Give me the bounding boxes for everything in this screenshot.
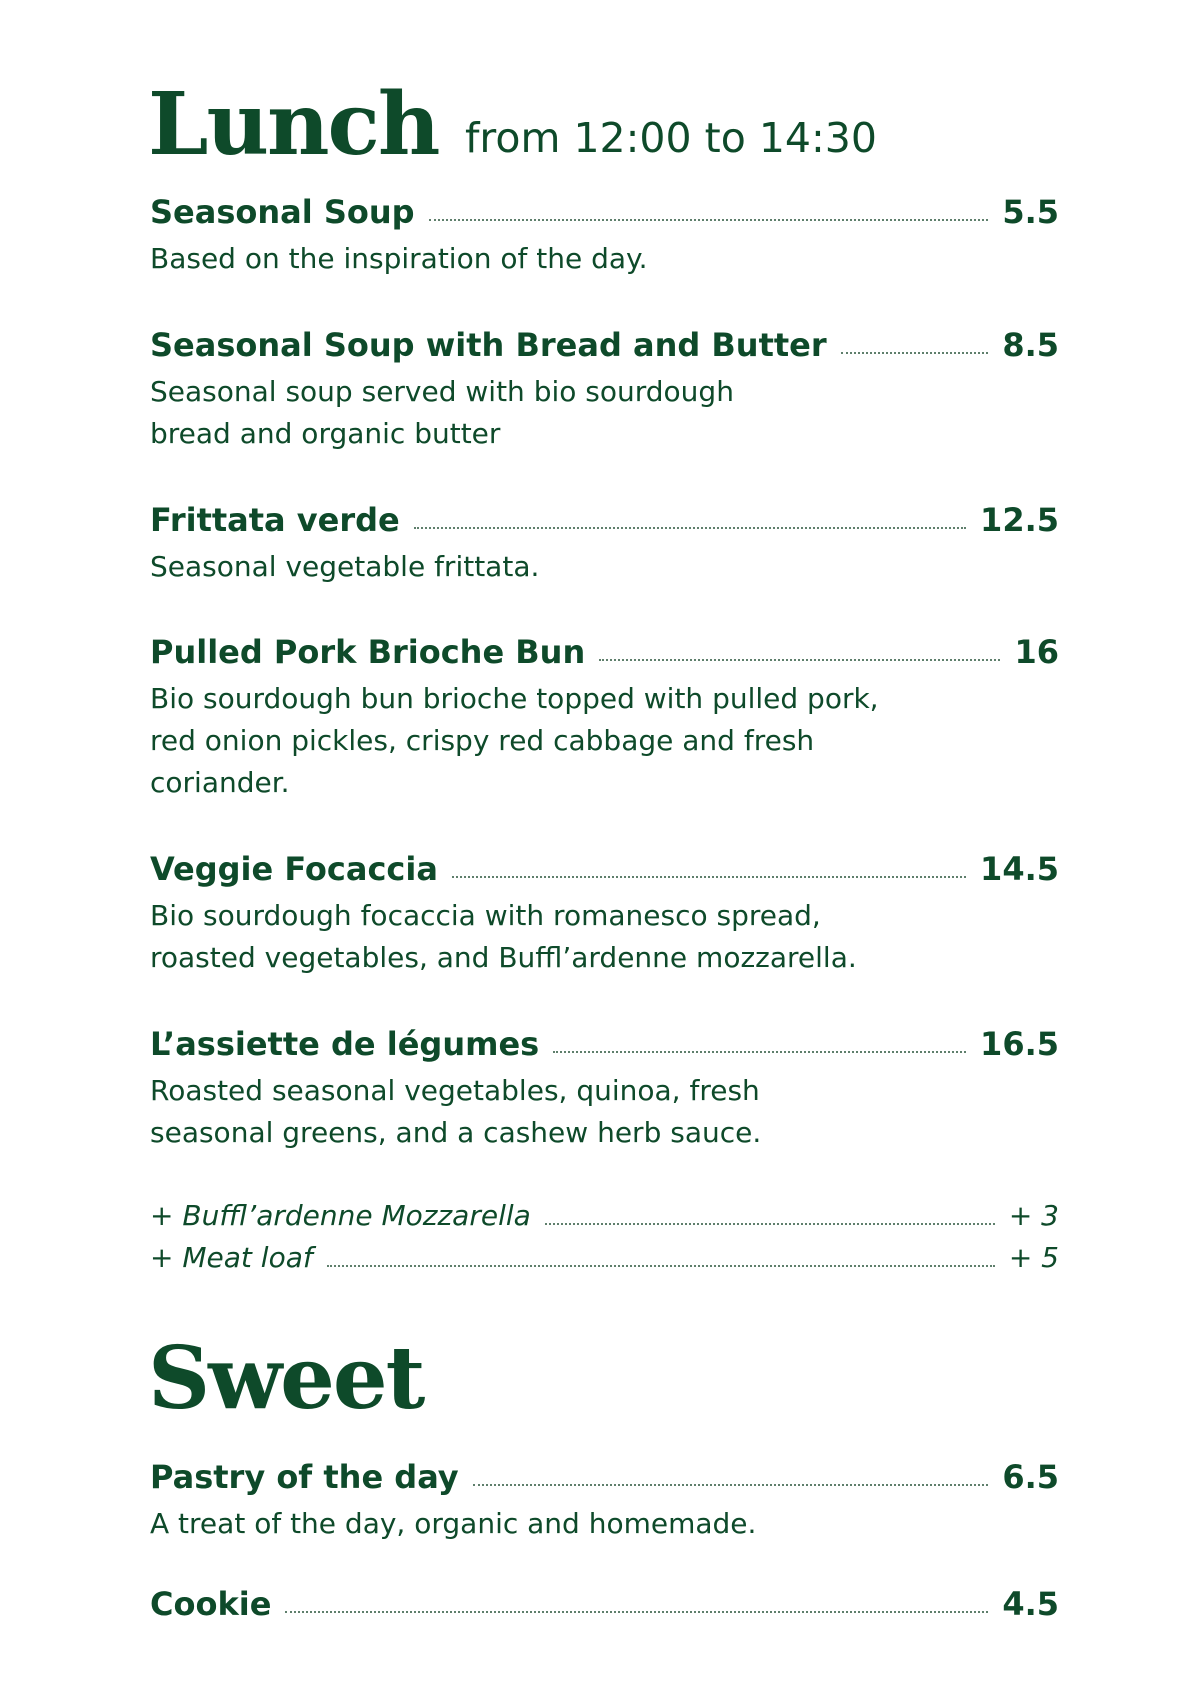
lunch-hours: from 12:00 to 14:30 — [465, 114, 877, 162]
addon-mozzarella — [150, 1199, 1059, 1233]
dotted-leader — [553, 1051, 966, 1053]
dotted-leader — [545, 1223, 995, 1225]
lunch-title: Lunch — [148, 74, 439, 175]
dotted-leader — [414, 527, 966, 529]
item-description: Bio sourdough focaccia with romanesco spread, roasted vegetables, and Buffl’ardenne mozzarella. — [150, 899, 857, 974]
addon-meat-loaf — [150, 1241, 1059, 1275]
menu-item-pulled-pork-bun — [150, 633, 1059, 671]
item-price: 12.5 — [980, 501, 1059, 539]
item-description: Based on the inspiration of the day. — [150, 242, 648, 275]
item-description: Roasted seasonal vegetables, quinoa, fresh seasonal greens, and a cashew herb sauce. — [150, 1074, 762, 1149]
item-name: Frittata verde — [150, 501, 400, 539]
item-price: 16.5 — [980, 1025, 1059, 1063]
menu-item-soup-bread-butter — [150, 326, 1059, 364]
item-description: A treat of the day, organic and homemade. — [150, 1507, 757, 1540]
dotted-leader — [285, 1611, 988, 1613]
item-name: L’assiette de légumes — [150, 1025, 540, 1063]
item-name: Seasonal Soup with Bread and Butter — [150, 326, 827, 364]
item-name: Seasonal Soup — [150, 193, 415, 231]
dotted-leader — [599, 659, 1000, 661]
item-price: 8.5 — [1002, 326, 1059, 364]
item-price: 5.5 — [1002, 193, 1059, 231]
item-name: Pulled Pork Brioche Bun — [150, 633, 586, 671]
item-price: 16 — [1014, 633, 1059, 671]
item-name: Cookie — [150, 1585, 272, 1623]
item-price: 14.5 — [980, 850, 1059, 888]
menu-item-assiette-legumes — [150, 1025, 1059, 1063]
addon-name: + Meat loaf — [150, 1241, 313, 1274]
menu-item-cookie — [150, 1585, 1059, 1623]
item-price: 4.5 — [1002, 1585, 1059, 1623]
item-description: Bio sourdough bun brioche topped with pulled pork, red onion pickles, crispy red cabbage and fresh coriander. — [150, 682, 879, 799]
item-description: Seasonal vegetable frittata. — [150, 550, 540, 583]
dotted-leader — [452, 876, 966, 878]
dotted-leader — [841, 352, 989, 354]
addon-price: + 5 — [1008, 1241, 1059, 1274]
menu-item-seasonal-soup — [150, 193, 1059, 231]
item-name: Veggie Focaccia — [150, 850, 438, 888]
menu-item-pastry-of-the-day — [150, 1458, 1059, 1496]
dotted-leader — [473, 1484, 989, 1486]
menu-item-frittata-verde — [150, 501, 1059, 539]
menu-item-veggie-focaccia — [150, 850, 1059, 888]
addon-price: + 3 — [1008, 1199, 1059, 1232]
item-price: 6.5 — [1002, 1458, 1059, 1496]
dotted-leader — [429, 219, 989, 221]
item-description: Seasonal soup served with bio sourdough bread and organic butter — [150, 375, 734, 450]
item-name: Pastry of the day — [150, 1458, 459, 1496]
sweet-title: Sweet — [148, 1328, 424, 1429]
dotted-leader — [327, 1265, 995, 1267]
addon-name: + Buffl’ardenne Mozzarella — [150, 1199, 531, 1232]
